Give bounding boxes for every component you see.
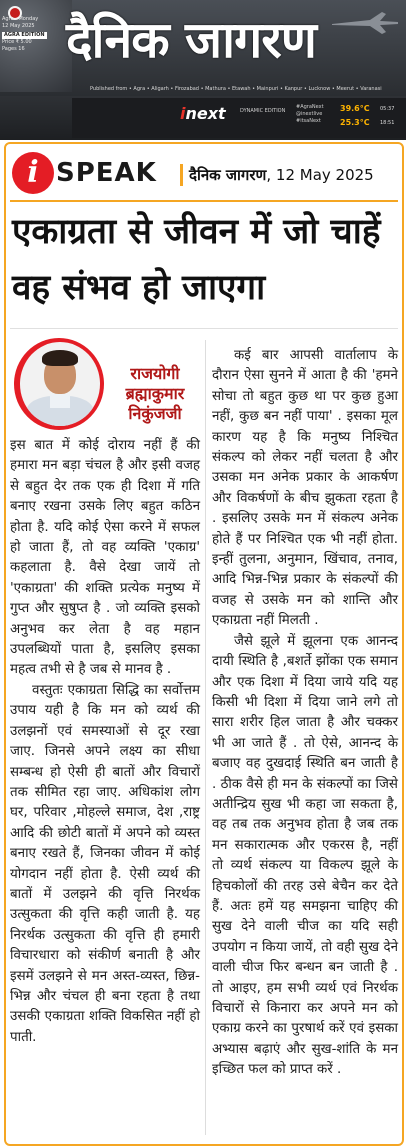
masthead-cities: Published from • Agra • Aligarh • Firozabad • Mathura • Etawah • Mainpuri • Kanpur • Lucknow • Meerut • Varanasi — [90, 86, 382, 92]
author-given-name: निकुंजजी — [128, 404, 182, 423]
masthead — [0, 0, 406, 140]
column-separator — [205, 340, 206, 1135]
headline-divider — [10, 328, 398, 329]
ispeak-logo — [12, 152, 157, 194]
article-headline: एकाग्रता से जीवन में जो चाहें वह संभव हो जाएगा — [12, 212, 381, 308]
author-name — [110, 364, 200, 424]
publish-date: , 12 May 2025 — [266, 166, 374, 184]
author-title: राजयोगी — [130, 364, 180, 383]
inext-sub: DYNAMIC EDITION — [240, 108, 286, 114]
paragraph: वस्तुतः एकाग्रता सिद्धि का सर्वोत्तम उपाय यही है कि मन को व्यर्थ की उलझनों एवं समस्याओं से दूर रखा जाए. जिनसे अपने लक्ष्य का सीधा सम्बन्ध हो ऐसी ही बातों और विचारों तक सीमित रहा जाए. अधिकांश लोग घर, परिवार ,मोहल्ले समाज, देश ,राष्ट्र आदि की छोटी बातों में अपने को व्यस्त बनाए रखते हैं, जिनका जीवन में कोई योगदान नहीं होता है. ऐसी व्यर्थ की बातों में उलझने की वृत्ति निरर्थक उत्सुकता की वृत्ति कही जाती है. यह निरर्थक उत्सुकता की वृत्ति ही हमारी विचारधारा को संकीर्ण बनाती है और इसमें उलझने से मन अस्त-व्यस्त, छिन्न-भिन्न और चंचल ही बना रहता है तथा उसकी एकाग्रता शक्ति विकसित नहीं हो पाती. — [10, 682, 200, 1045]
author-org: ब्रह्माकुमार — [125, 384, 185, 403]
ispeak-wordmark: SPEAK — [56, 158, 157, 188]
temp-min: 25.3°C — [340, 118, 370, 127]
ispeak-i-badge: i — [12, 152, 54, 194]
dateline — [180, 164, 400, 186]
temp-max: 39.6°C — [340, 104, 370, 113]
edition-name: AGRA EDITION — [4, 32, 45, 38]
edition-info — [2, 16, 62, 53]
edition-pages: Pages 16 — [2, 46, 25, 52]
paragraph: इस बात में कोई दोराय नहीं हैं की हमारा मन बड़ा चंचल है और इसी वजह से बहुत देर तक एक ही दिशा में गति बनाए रखना उसके लिए बहुत कठिन होता है. यदि कोई ऐसा करने में सफल हो जाता हैं, तो वह व्यक्ति 'एकाग्र' कहलाता है. वैसे देखा जायें तो 'एकाग्रता' की शक्ति प्रत्येक मनुष्य में गुप्त और सुषुप्त है . जो व्यक्ति इसको अनुभव कर लेता है वह महान उपलब्धियों पाता है, इसलिए इसका महत्व तभी से है जब से मानव है . — [10, 438, 200, 678]
article-column-right — [212, 346, 398, 1081]
paragraph: कई बार आपसी वार्तालाप के दौरान ऐसा सुनने में आता है की 'हमने सोचा तो बहुत कुछ था पर कुछ हुआ नहीं, कुछ बन नहीं पाया' . इसका मूल कारण यह है कि मनुष्य निश्चित संकल्प को लेकर नहीं चलता है और उसका मन अनेक प्रकार के आकर्षण और विकर्षणों के बीच झुकता रहता है . इसलिए उसके मन में संकल्प अनेक होते हैं पर निश्चित एक भी नहीं होता. इन्हीं तुलना, अनुमान, खिंचाव, तनाव, आदि भिन्न-भिन्न प्रकार के संकल्पों की वजह से उसके मन को शान्ति और एकाग्रता नहीं मिलती . — [212, 348, 398, 629]
sunset-time: 18:51 — [380, 120, 395, 126]
newspaper-title: दैनिक जागरण — [66, 11, 316, 69]
inext-social — [296, 104, 324, 125]
edition-day: Agra · Monday — [2, 16, 39, 22]
inext-logo: inext — [180, 104, 226, 123]
paper-name: दैनिक जागरण — [189, 166, 267, 184]
social-tag: #AgraNext — [296, 104, 324, 110]
paragraph: जैसे झूले में झूलना एक आनन्द दायी स्थिति है ,बशर्ते झोंका एक समान और एक दिशा में दिया जाये यदि यह किसी भी दिशा में दिया जाने लगे तो सारा शरीर हिल जाता है और चक्कर भी आ जाते हैं . तो ऐसे, आनन्द के बजाए वह दुखदाई स्थिति बन जाती है . ठीक वैसे ही मन के संकल्पों का जिसे अतीन्द्रिय सुख भी कहा जा सकता है, वह तब तक अनुभव होता है जब तक मन सकारात्मक और एकरस है, नहीं तो व्यर्थ संकल्प या विकल्प झूले के हिचकोलों की तरह उसे बेचैन कर देते हैं. अतः हमें यह समझना चाहिए की सुख देने वाली चीज का यदि सही उपयोग न किया जायें, तो वही सुख देने वाली चीज फिर बन्धन बन जाती है . तो आइए, हम सभी व्यर्थ एवं निरर्थक विचारों से किनारा कर अपने मन को एकाग्र करने का पुरषार्थ करें एवं इसका अभ्यास बढ़ाएं और सुख-शांति के मन इच्छित फल को प्राप्त करें . — [212, 633, 398, 1078]
header-divider — [10, 200, 398, 202]
social-tag: @inextlive — [296, 111, 323, 117]
social-tag: #itsaNext — [296, 118, 321, 124]
edition-date: 12 May 2025 — [2, 23, 35, 29]
article-column-left — [10, 436, 200, 1048]
author-photo — [14, 338, 104, 430]
sunrise-time: 05:37 — [380, 106, 395, 112]
edition-price: Price ₹ 5.00 — [2, 39, 32, 45]
